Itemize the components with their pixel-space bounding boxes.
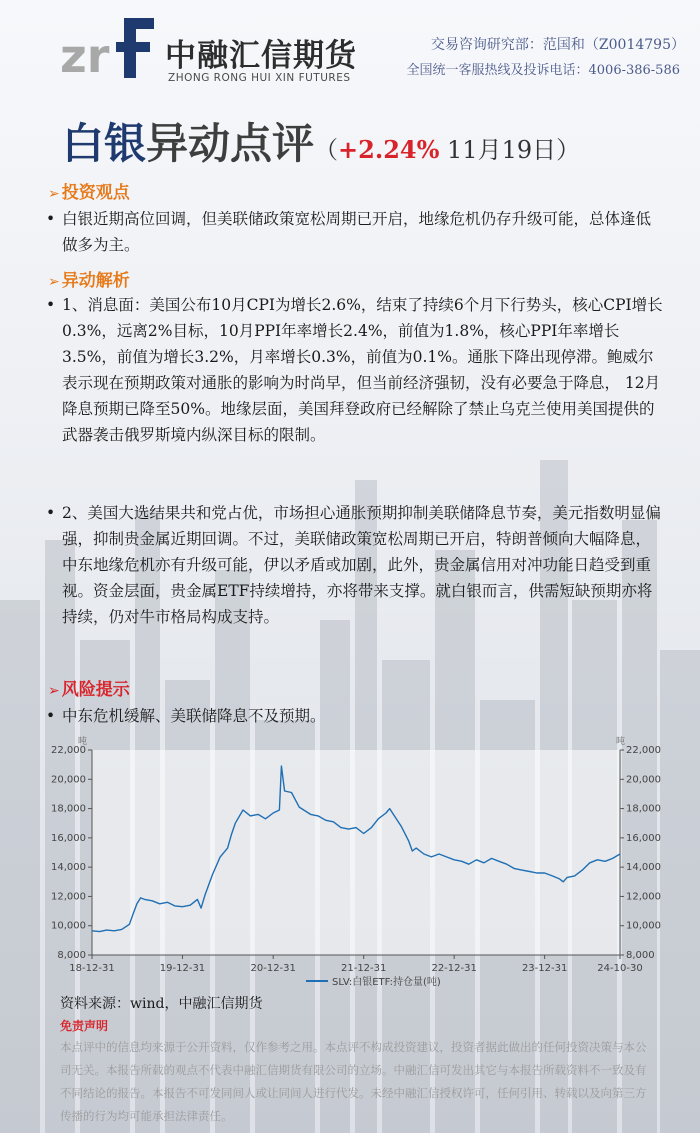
x-tick-label: 22-12-31 (431, 963, 477, 974)
x-tick-label: 21-12-31 (340, 963, 387, 974)
y-tick-label-right: 10,000 (626, 920, 661, 932)
title-percent-change: +2.24% (338, 135, 440, 164)
y-tick-label-left: 12,000 (51, 891, 86, 903)
report-title (62, 111, 692, 167)
x-tick-label: 18-12-31 (69, 963, 115, 974)
bullet-icon: • (46, 210, 56, 228)
y-unit-left: 吨 (78, 737, 88, 747)
y-tick-label-right: 22,000 (626, 745, 661, 756)
bullet-icon: • (46, 504, 56, 522)
x-tick-label: 24-10-30 (597, 963, 643, 974)
y-tick-label-right: 18,000 (626, 803, 661, 815)
analysis-paragraph-2 (46, 500, 666, 630)
x-tick-label: 19-12-31 (159, 963, 206, 974)
arrow-icon: ➢ (48, 683, 60, 699)
y-tick-label-right: 20,000 (626, 774, 661, 786)
zrf-logo-mark-icon (60, 12, 160, 84)
research-contact: 交易咨询研究部：范国和（Z0014795） (430, 37, 685, 53)
slv-etf-holdings-chart (40, 733, 670, 988)
paragraph-text: 中东危机缓解、美联储降息不及预期。 (62, 707, 326, 725)
logo-chinese-name: 中融汇信期货 (165, 38, 357, 74)
hotline: 全国统一客服热线及投诉电话：4006-386-586 (406, 63, 680, 78)
section-title: 异动解析 (61, 271, 130, 291)
arrow-icon: ➢ (48, 186, 60, 202)
section-investment-view (48, 178, 130, 203)
section-title: 风险提示 (61, 680, 130, 700)
report-header (0, 0, 700, 95)
y-tick-label-right: 14,000 (626, 862, 661, 874)
paragraph-text: 2、美国大选结果共和党占优，市场担心通胀预期抑制美联储降息节奏，美元指数明显偏强，抑制贵金属近期回调。不过，美联储政策宽松周期已开启，特朗普倾向大幅降息，中东地缘危机亦有升级可能，伊以矛盾或加剧，此外，贵金属信用对冲功能日趋受到重视。资金层面，贵金属ETF持续增持，亦将带来支撑。就白银而言，供需短缺预期亦将持续，仍对牛市格局构成支持。 (62, 504, 661, 626)
section-title: 投资观点 (61, 183, 130, 203)
risk-paragraph (46, 703, 666, 729)
title-subject: 白银 (62, 119, 147, 168)
paragraph-text: 白银近期高位回调，但美联储政策宽松周期已开启，地缘危机仍存升级可能，总体逢低做多为主。 (62, 210, 652, 254)
title-type: 异动点评 (146, 119, 315, 168)
y-tick-label-right: 8,000 (626, 950, 655, 961)
disclaimer-text: 本点评中的信息均来源于公开资料，仅作参考之用。本点评不构成投资建议，投资者据此做出的任何投资决策与本公司无关。本报告所载的观点不代表中融汇信期货有限公司的立场。中融汇信可发出其它与本报告所载资料不一致及有不同结论的报告。本报告不可发同间人或让同间人进行代发。未经中融汇信授权许可，任何引用、转载以及向第三方传播的行为均可能承担法律责任。 (60, 1040, 647, 1123)
disclaimer-title: 免责声明 (60, 1019, 109, 1033)
arrow-icon: ➢ (48, 274, 60, 290)
bullet-icon: • (46, 707, 56, 725)
section-risk (48, 675, 130, 700)
x-tick-label: 20-12-31 (250, 963, 296, 974)
y-tick-label-left: 14,000 (51, 862, 86, 874)
bullet-icon: • (46, 296, 56, 314)
section-analysis (48, 266, 130, 291)
y-tick-label-right: 12,000 (626, 891, 661, 903)
svg-text:zr: zr (60, 29, 110, 83)
paragraph-text: 1、消息面：美国公布10月CPI为增长2.6%，结束了持续6个月下行势头，核心CPI增长0.3%，远离2%目标，10月PPI年率增长2.4%，前值为1.8%，核心PPI年率增长3.5%，前值为增长3.2%，月率增长0.3%，前值为0.1%。通胀下降出现停滞。鲍威尔表示现在预期政策对通胀的影响为时尚早，但当前经济强韧，没有必要急于降息， 12月降息预期已降至50%。地缘层面，美国拜登政府已经解除了禁止乌克兰使用美国提供的武器袭击俄罗斯境内纵深目标的限制。 (62, 296, 663, 444)
y-tick-label-left: 10,000 (51, 920, 86, 932)
plot-area (92, 750, 620, 955)
y-tick-label-left: 20,000 (51, 774, 86, 786)
y-tick-label-right: 16,000 (626, 832, 661, 844)
company-logo (60, 12, 380, 84)
title-open-paren: （ (314, 136, 339, 164)
y-tick-label-left: 22,000 (51, 745, 86, 756)
y-tick-label-left: 18,000 (51, 803, 86, 815)
legend-label: SLV:白银ETF:持仓量(吨) (332, 977, 441, 988)
analysis-paragraph-1 (46, 292, 666, 448)
investment-view-paragraph (46, 206, 666, 258)
y-tick-label-left: 16,000 (51, 832, 86, 844)
x-tick-label: 23-12-31 (521, 963, 568, 974)
y-tick-label-left: 8,000 (57, 950, 86, 961)
logo-english-name: ZHONG RONG HUI XIN FUTURES (168, 72, 351, 84)
data-source: 资料来源：wind，中融汇信期货 (60, 996, 263, 1012)
y-unit-right: 吨 (616, 737, 626, 747)
title-date: 11月19日） (439, 136, 581, 164)
